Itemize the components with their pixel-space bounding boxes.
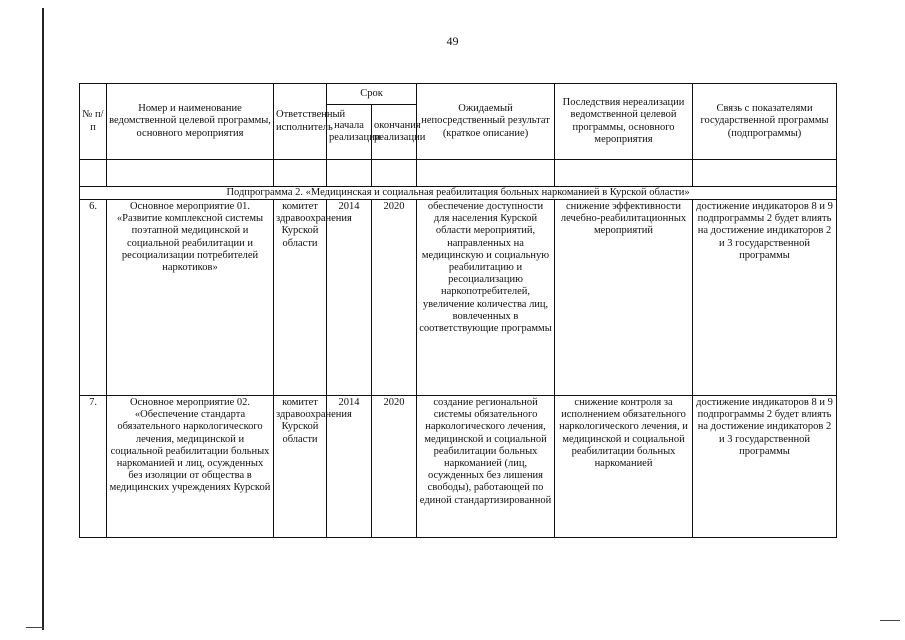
cell-result: создание региональной системы обязательного наркологического лечения, медицинской и социальной реабилитации больных наркоманией (лиц, осужденных без лишения свободы), работающей по единой стандартизированной xyxy=(417,396,555,538)
empty-row xyxy=(80,160,837,187)
cell-num: 6. xyxy=(80,200,107,396)
scan-border-line xyxy=(42,8,44,630)
cell-responsible: комитет здравоохранения Курской области xyxy=(274,396,327,538)
cell-result: обеспечение доступности для населения Курской области мероприятий, направленных на медицинскую и социальную реабилитацию и ресоциализацию наркопотребителей, увеличение количества лиц, вовлеченных в соответствующие программы xyxy=(417,200,555,396)
header-name: Номер и наименование ведомственной целевой программы, основного мероприятия xyxy=(107,84,274,160)
cell-link: достижение индикаторов 8 и 9 подпрограммы 2 будет влиять на достижение индикаторов 2 и 3 государственной программы xyxy=(693,200,837,396)
scan-tick-mark-left xyxy=(26,627,44,628)
program-table xyxy=(79,83,837,538)
header-num: № п/п xyxy=(80,84,107,160)
scan-tick-mark-right xyxy=(880,620,900,621)
cell-start: 2014 xyxy=(327,200,372,396)
section-row xyxy=(80,187,837,200)
cell-num: 7. xyxy=(80,396,107,538)
cell-end: 2020 xyxy=(372,396,417,538)
empty-cell xyxy=(327,160,372,187)
header-row-1 xyxy=(80,84,837,105)
empty-cell xyxy=(372,160,417,187)
cell-responsible: комитет здравоохранения Курской области xyxy=(274,200,327,396)
cell-name: Основное мероприятие 02. «Обеспечение стандарта обязательного наркологического лечения, медицинской и социальной реабилитации больных наркоманией и лиц, осужденных без изоляции от общества в медицинских учреждениях Курской xyxy=(107,396,274,538)
cell-start: 2014 xyxy=(327,396,372,538)
header-consequences: Последствия нереализации ведомственной целевой программы, основного мероприятия xyxy=(555,84,693,160)
cell-consequences: снижение контроля за исполнением обязательного наркологического лечения, и медицинской и социальной реабилитации больных наркоманией xyxy=(555,396,693,538)
cell-end: 2020 xyxy=(372,200,417,396)
cell-consequences: снижение эффективности лечебно-реабилитационных мероприятий xyxy=(555,200,693,396)
empty-cell xyxy=(693,160,837,187)
header-term: Срок xyxy=(327,84,417,105)
table-row xyxy=(80,200,837,396)
empty-cell xyxy=(417,160,555,187)
header-link: Связь с показателями государственной программы (подпрограммы) xyxy=(693,84,837,160)
table-row xyxy=(80,396,837,538)
header-start: начала реализации xyxy=(327,105,372,160)
cell-link: достижение индикаторов 8 и 9 подпрограммы 2 будет влиять на достижение индикаторов 2 и 3 государственной программы xyxy=(693,396,837,538)
empty-cell xyxy=(555,160,693,187)
section-title: Подпрограмма 2. «Медицинская и социальная реабилитация больных наркоманией в Курской области» xyxy=(80,187,837,200)
header-result: Ожидаемый непосредственный результат (краткое описание) xyxy=(417,84,555,160)
header-end: окончания реализации xyxy=(372,105,417,160)
page-number: 49 xyxy=(446,34,459,48)
header-responsible: Ответственный исполнитель xyxy=(274,84,327,160)
empty-cell xyxy=(80,160,107,187)
empty-cell xyxy=(107,160,274,187)
empty-cell xyxy=(274,160,327,187)
cell-name: Основное мероприятие 01. «Развитие комплексной системы поэтапной медицинской и социальной реабилитации и ресоциализации потребителей наркотиков» xyxy=(107,200,274,396)
